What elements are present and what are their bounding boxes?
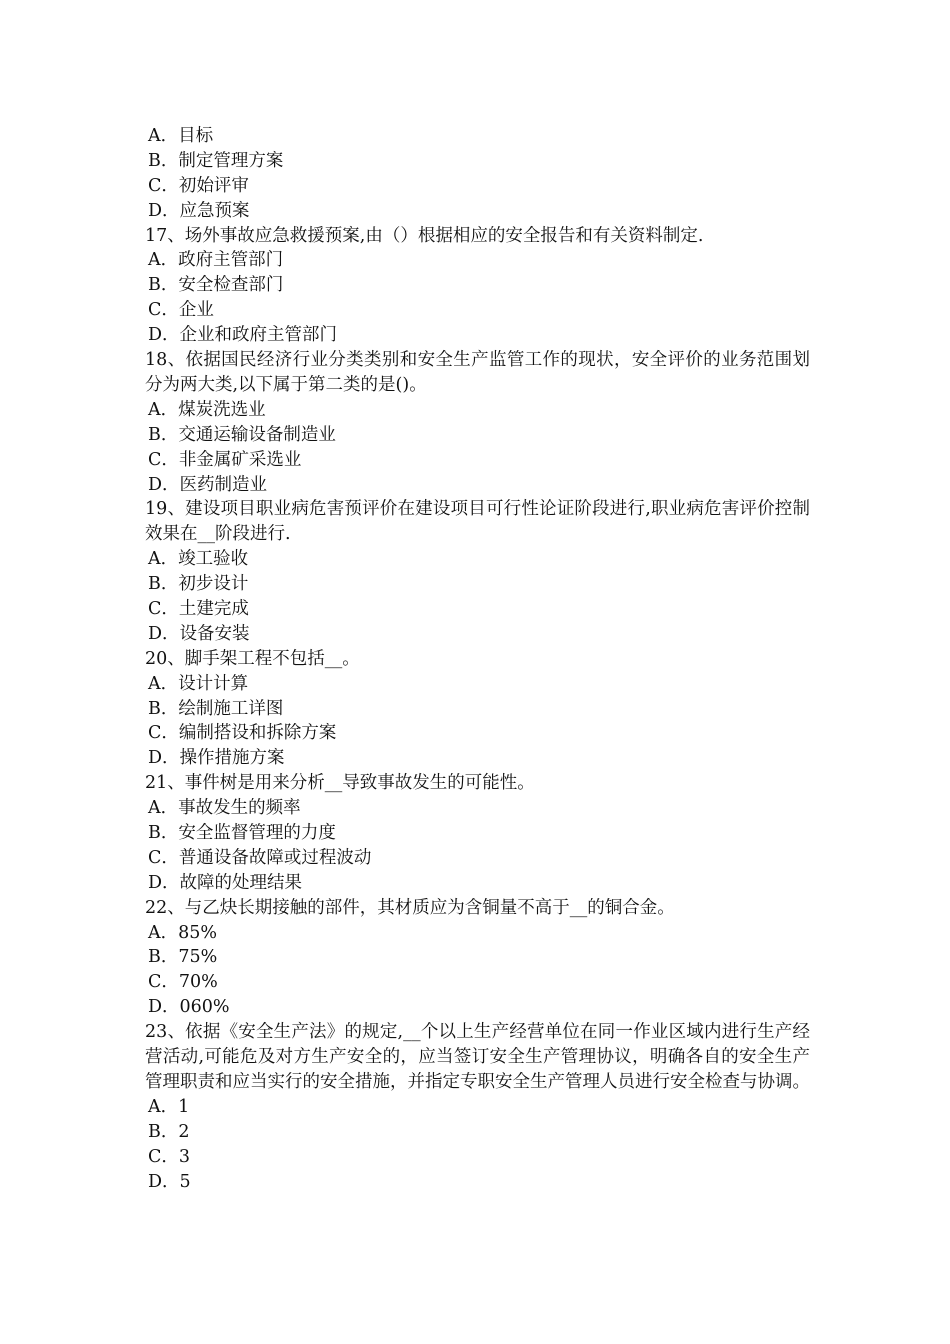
question-text: 23、依据《安全生产法》的规定,__个以上生产经营单位在同一作业区域内进行生产经营活动,可能危及对方生产安全的，应当签订安全生产管理协议，明确各自的安全生产管理职责和应当实行的安全措施，并指定专职安全生产管理人员进行安全检查与协调。 (145, 1022, 810, 1092)
question-list (145, 124, 810, 1194)
option-line: D．企业和政府主管部门 (148, 325, 338, 346)
option-line: C．普通设备故障或过程波动 (148, 847, 372, 868)
option-line: A．目标 (148, 126, 214, 146)
option-line: D．操作措施方案 (148, 748, 285, 769)
option-line: A．政府主管部门 (148, 250, 284, 271)
option-line: D．060% (148, 997, 230, 1018)
option-line: A．竣工验收 (148, 549, 249, 570)
question-text: 18、依据国民经济行业分类类别和安全生产监管工作的现状，安全评价的业务范围划分为两大类,以下属于第二类的是()。 (145, 350, 810, 395)
question-text: 20、脚手架工程不包括__。 (145, 648, 360, 669)
option-line: C．70% (148, 972, 218, 993)
option-line: B．交通运输设备制造业 (148, 424, 336, 445)
option-line: A．1 (148, 1096, 190, 1117)
option-line: B．绘制施工详图 (148, 698, 284, 719)
option-line: D．应急预案 (148, 200, 250, 221)
option-line: B．安全监督管理的力度 (148, 823, 336, 843)
question-text: 17、场外事故应急救援预案,由（）根据相应的安全报告和有关资料制定. (145, 225, 704, 246)
option-line: D．故障的处理结果 (148, 872, 303, 893)
question-text: 21、事件树是用来分析__导致事故发生的可能性。 (145, 773, 535, 794)
option-line: A．85% (148, 922, 218, 943)
option-line: C．3 (148, 1146, 191, 1167)
option-line: D．5 (148, 1171, 191, 1192)
option-line: D．设备安装 (148, 623, 250, 644)
option-line: A．煤炭洗选业 (148, 399, 266, 420)
option-line: A．事故发生的频率 (148, 798, 301, 819)
option-line: C．编制搭设和拆除方案 (148, 723, 337, 744)
option-line: A．设计计算 (148, 673, 249, 694)
option-line: B．75% (148, 947, 218, 968)
option-line: B．2 (148, 1121, 190, 1142)
question-text: 22、与乙炔长期接触的部件，其材质应为含铜量不高于__的铜合金。 (145, 897, 675, 918)
option-line: C．初始评审 (148, 175, 249, 196)
option-line: B．初步设计 (148, 574, 249, 595)
option-line: C．非金属矿采选业 (148, 449, 302, 470)
option-line: B．制定管理方案 (148, 150, 284, 171)
question-text: 19、建设项目职业病危害预评价在建设项目可行性论证阶段进行,职业病危害评价控制效果在__阶段进行. (145, 499, 810, 545)
option-line: D．医药制造业 (148, 474, 268, 495)
option-line: B．安全检查部门 (148, 275, 284, 296)
option-line: C．土建完成 (148, 598, 249, 619)
option-line: C．企业 (148, 300, 214, 321)
